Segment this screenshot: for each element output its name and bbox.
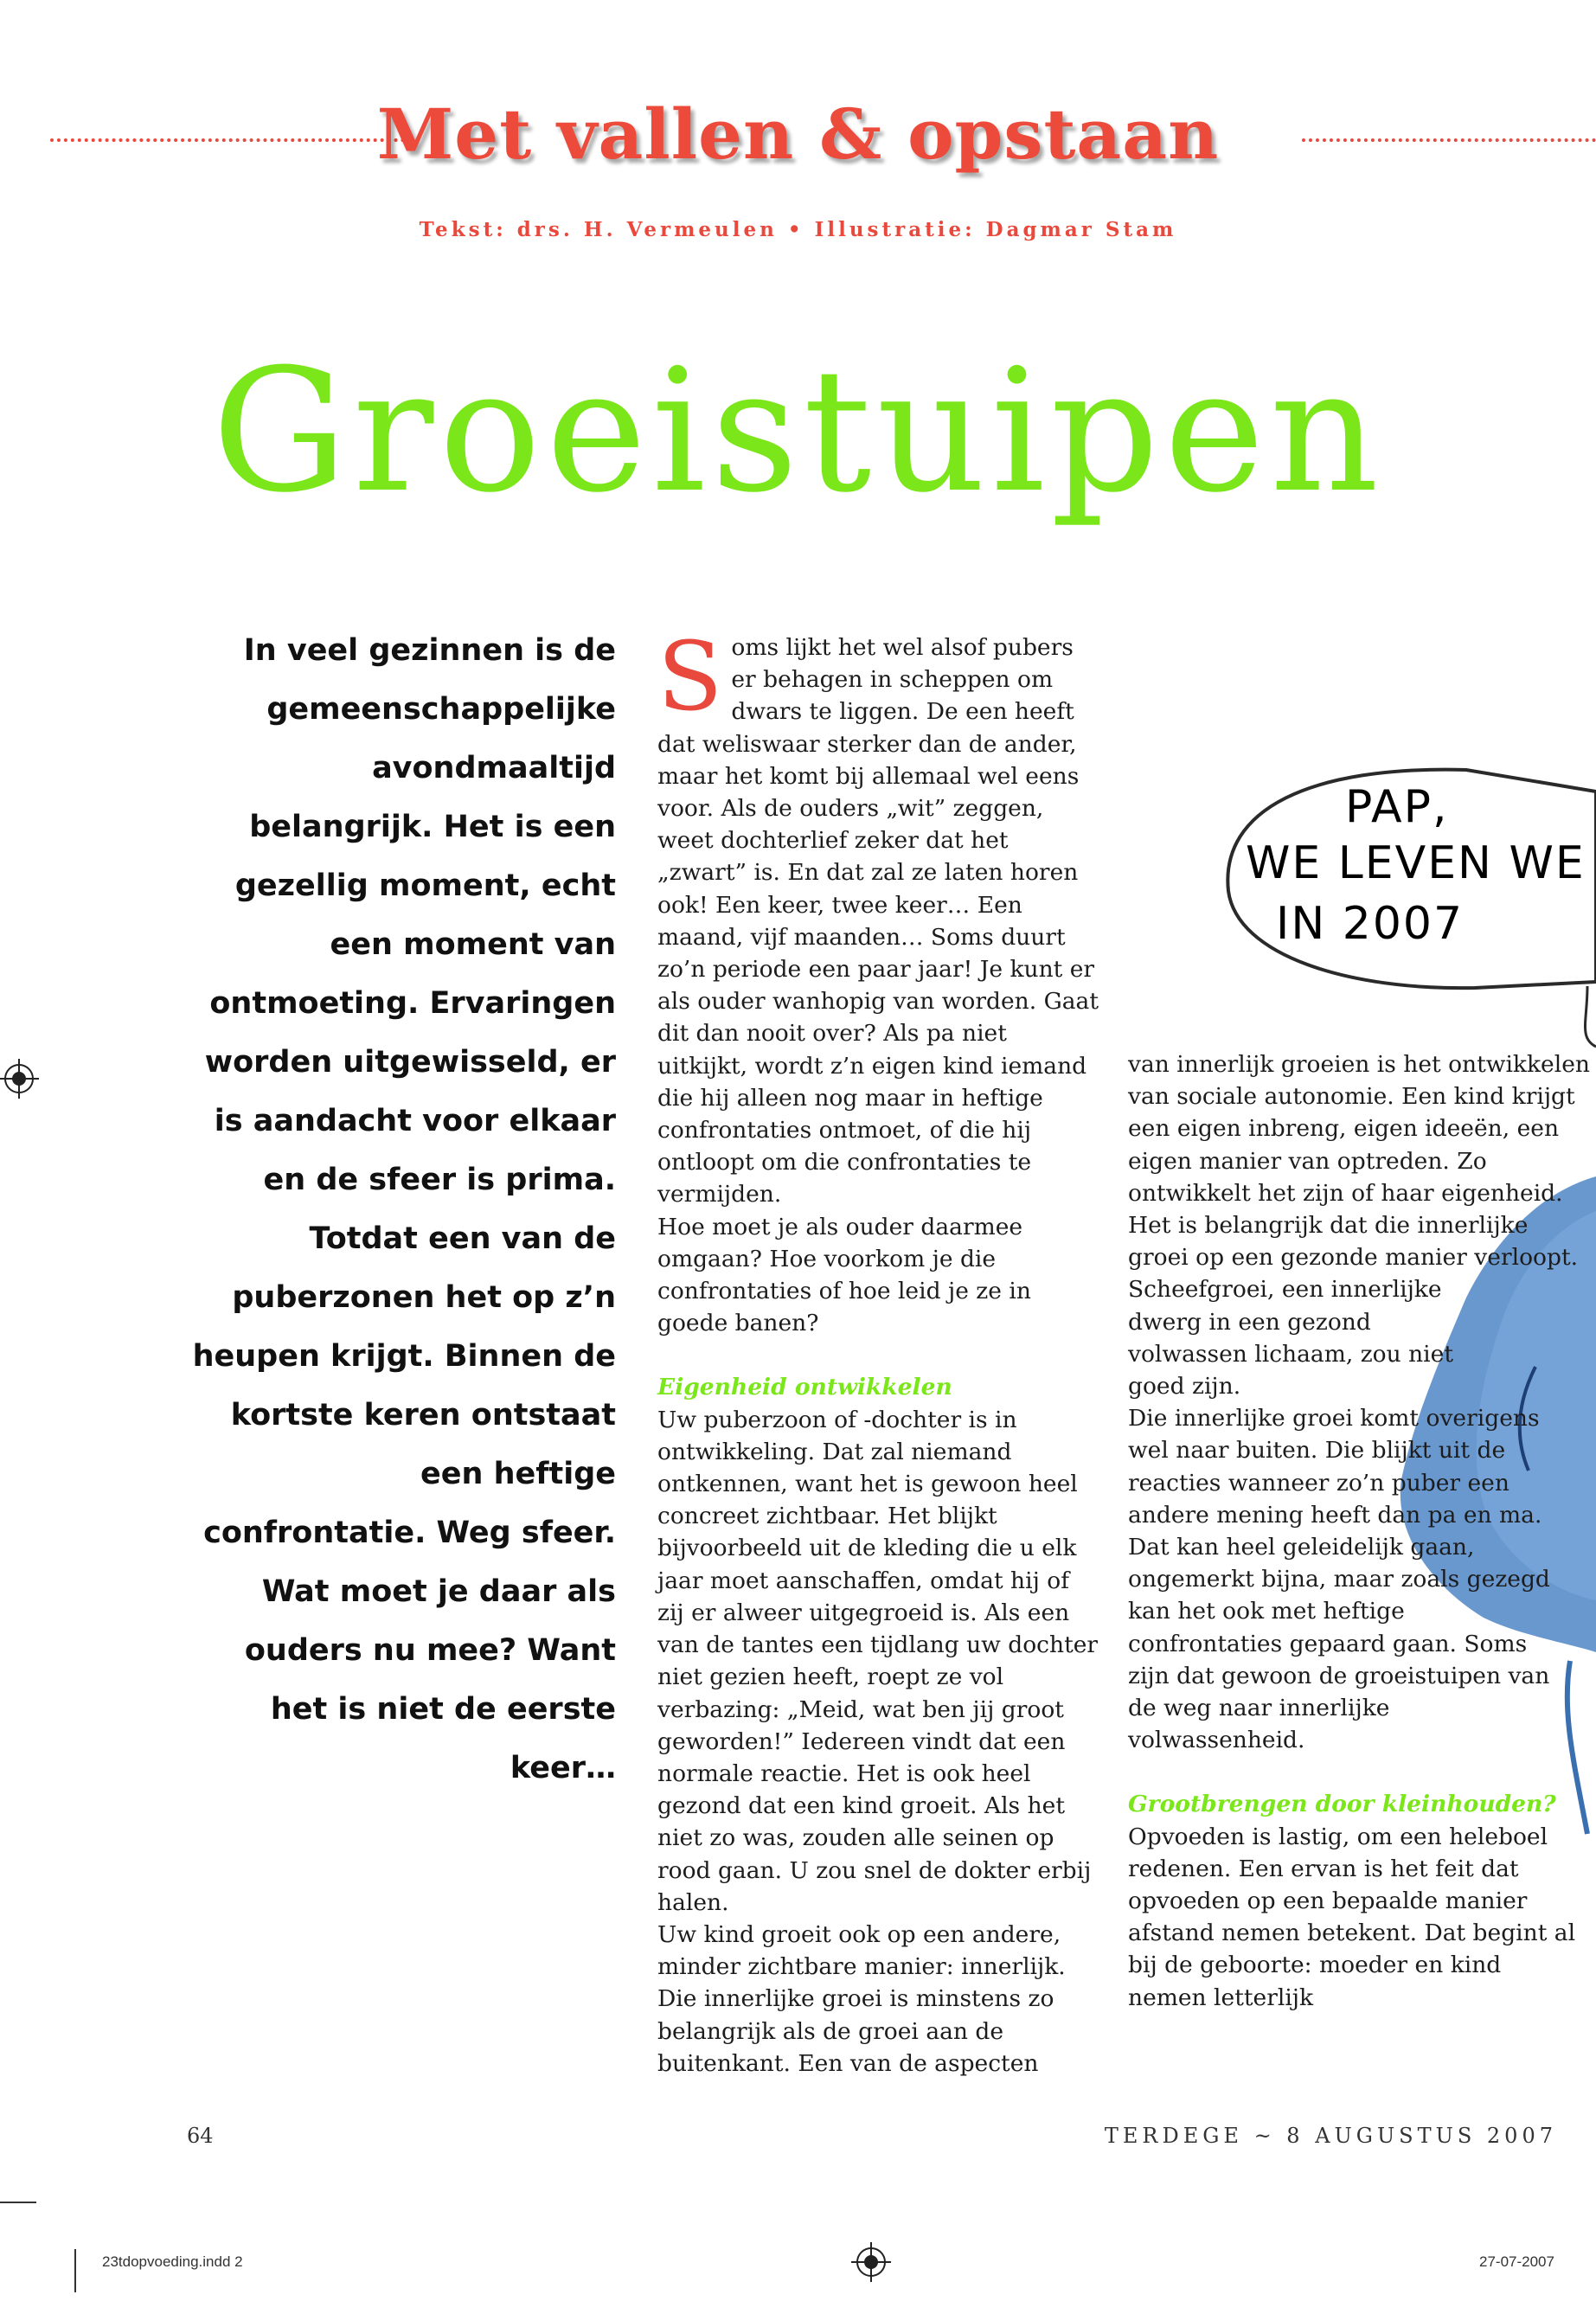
drop-cap: S bbox=[657, 621, 723, 732]
running-footer: TERDEGE ~ 8 AUGUSTUS 2007 bbox=[1104, 2124, 1557, 2148]
crop-mark bbox=[74, 2249, 76, 2292]
subheading: Eigenheid ontwikkelen bbox=[657, 1374, 952, 1401]
article-title: Groeistuipen bbox=[212, 333, 1384, 530]
paragraph: van innerlijk groeien is het ontwikkelen van sociale autonomie. Een kind krijgt een eigen inbreng, eigen ideeën, een eigen manier van optreden. Zo ontwikkelt het zijn of haar eigenheid. Het is belangrijk dat die innerlijke groei op een gezonde manier verloopt. bbox=[1128, 1051, 1590, 1272]
registration-mark-icon bbox=[4, 1064, 34, 1093]
crop-mark bbox=[0, 2202, 36, 2203]
body-column-2 bbox=[1128, 1048, 1595, 2014]
paragraph: Opvoeden is lastig, om een heleboel redenen. Een ervan is het feit dat opvoeden op een bepaalde manier afstand nemen betekent. Dat begint al bij de geboorte: moeder en kind nemen letterlijk bbox=[1128, 1823, 1576, 2011]
registration-mark-icon bbox=[856, 2247, 886, 2277]
bubble-text-3: IN 2007 bbox=[1276, 898, 1465, 950]
section-kicker: Met vallen & opstaan bbox=[376, 93, 1220, 175]
paragraph bbox=[657, 621, 1099, 1211]
page-number: 64 bbox=[187, 2124, 214, 2148]
paragraph: Hoe moet je als ouder daarmee omgaan? Hoe voorkom je die confrontaties of hoe leid je ze in goede banen? bbox=[657, 1213, 1031, 1337]
paragraph: Uw puberzoon of -dochter is in ontwikkeling. Dat zal niemand ontkennen, want het is gewoon heel concreet zichtbaar. Het blijkt bijvoorbeeld uit de kleding die u elk jaar moet aanschaffen, omdat hij of zij er alweer uitgegroeid is. Als een van de tantes een tijdlang uw dochter niet gezien heeft, roept ze vol verbazing: „Meid, wat ben jij groot geworden!” Iedereen vindt dat een normale reactie. Het is ook heel gezond dat een kind groeit. Als het niet zo was, zouden alle seinen op rood gaan. U zou snel de dokter erbij halen. bbox=[657, 1406, 1099, 1916]
subheading: Grootbrengen door kleinhouden? bbox=[1128, 1791, 1556, 1818]
paragraph: Uw kind groeit ook op een andere, minder zichtbare manier: innerlijk. Die innerlijke groei is minstens zo belangrijk als de groei aan de buitenkant. Een van de aspecten bbox=[657, 1920, 1066, 2077]
paragraph: Die innerlijke groei komt overigens wel naar buiten. Die blijkt uit de reacties wanneer zo’n puber een andere mening heeft dan pa en ma. Dat kan heel geleidelijk gaan, ongemerkt bijna, maar zoals gezegd kan het ook met heftige confrontaties gepaard gaan. Soms zijn dat gewoon de groeistuipen van de weg naar innerlijke volwassenheid. bbox=[1128, 1405, 1550, 1754]
bubble-text-1: PAP, bbox=[1345, 781, 1449, 833]
speech-bubble-tail bbox=[1586, 986, 1596, 1047]
paragraph: Scheefgroei, een innerlijke dwerg in een gezond volwassen lichaam, zou niet goed zijn. bbox=[1128, 1276, 1453, 1400]
intro-lead: In veel gezinnen is de gemeenschappelijke avondmaaltijd belangrijk. Het is een gezellig moment, echt een moment van ontmoeting. Ervaringen worden uitgewisseld, er is aandacht voor elkaar en de sfeer is prima. Totdat een van de puberzonen het op z’n heupen krijgt. Binnen de kortste keren ontstaat een heftige confrontatie. Weg sfeer. Wat moet je daar als ouders nu mee? Want het is niet de eerste keer… bbox=[192, 633, 616, 1785]
bubble-text-2: WE LEVEN WE bbox=[1246, 837, 1586, 889]
slug-date: 27-07-2007 bbox=[1479, 2253, 1554, 2270]
slug-filename: 23tdopvoeding.indd 2 bbox=[102, 2253, 243, 2270]
paragraph-text: oms lijkt het wel alsof pubers er behagen in scheppen om dwars te liggen. De een heeft dat weliswaar sterker dan de ander, maar het komt bij allemaal wel eens voor. Als de ouders „wit” zeggen, weet dochterlief zeker dat het „zwart” is. En dat zal ze laten horen ook! Een keer, twee keer… Een maand, vijf maanden… Soms duurt zo’n periode een paar jaar! Je kunt er als ouder wanhopig van worden. Gaat dit dan nooit over? Als pa niet uitkijkt, wordt z’n eigen kind iemand die hij alleen nog maar in heftige confrontaties ontmoet, of die hij ontloopt om die confrontaties te vermijden. bbox=[657, 634, 1099, 1208]
body-column-1 bbox=[657, 621, 1099, 2080]
article-credits: Tekst: drs. H. Vermeulen • Illustratie: Dagmar Stam bbox=[419, 218, 1177, 241]
